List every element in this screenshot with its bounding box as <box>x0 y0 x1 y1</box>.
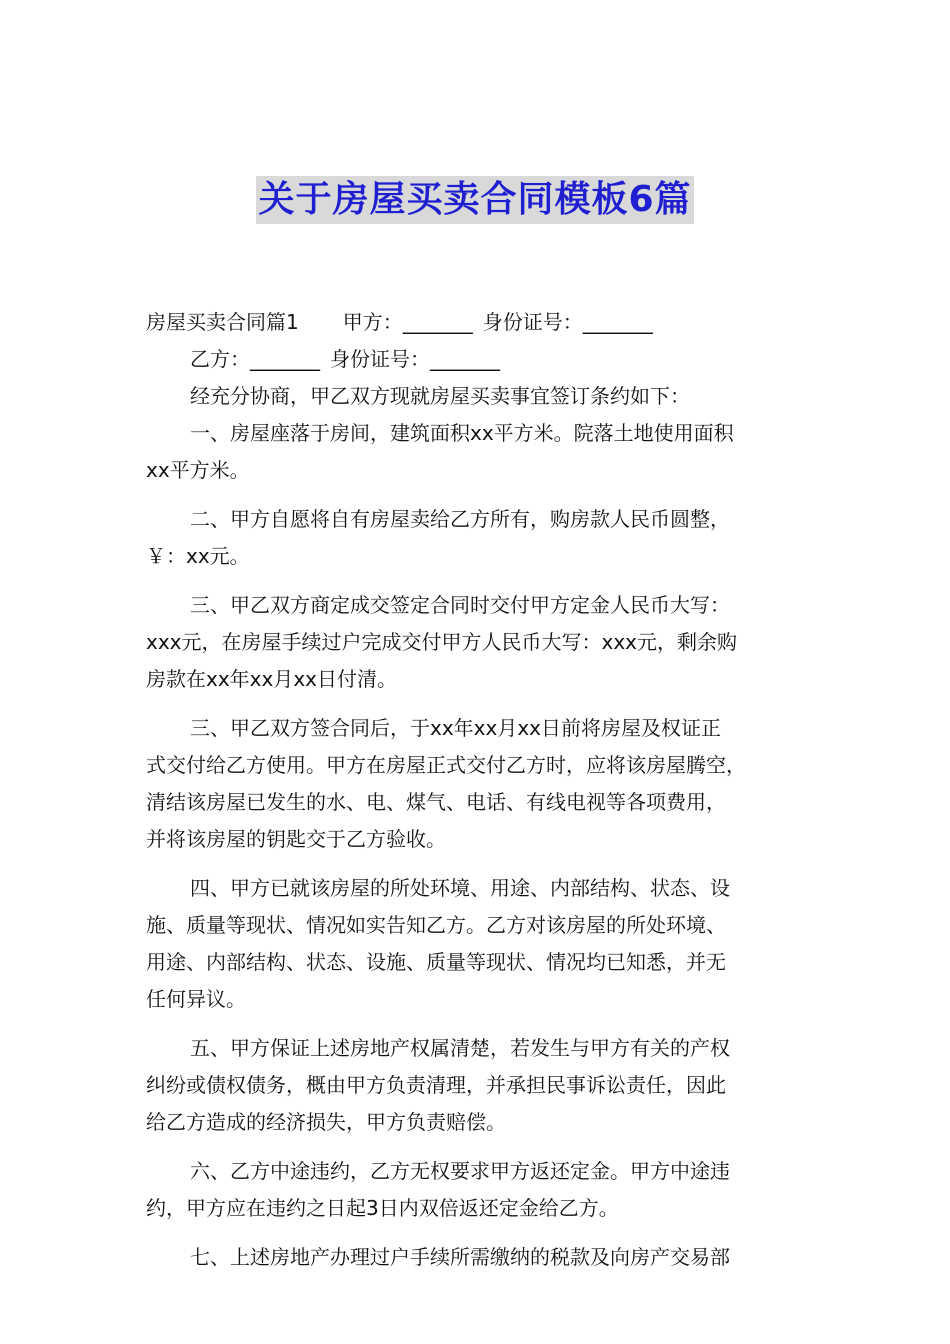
paragraph-gap <box>146 858 806 870</box>
text-line: 六、乙方中途违约，乙方无权要求甲方返还定金。甲方中途违 <box>190 1159 730 1183</box>
text-line: 并将该房屋的钥匙交于乙方验收。 <box>146 827 446 851</box>
party-a-field: 甲方：_______ <box>342 310 473 334</box>
text-line: 施、质量等现状、情况如实告知乙方。乙方对该房屋的所处环境、 <box>146 913 726 937</box>
title-container <box>0 176 950 224</box>
text-line: 约，甲方应在违约之日起3日内双倍返还定金给乙方。 <box>146 1196 619 1220</box>
text-line: 三、甲乙双方商定成交签定合同时交付甲方定金人民币大写： <box>190 593 730 617</box>
text-line: 房款在xx年xx月xx日付清。 <box>146 667 398 691</box>
paragraph-gap <box>146 698 806 710</box>
text-line: 清结该房屋已发生的水、电、煤气、电话、有线电视等各项费用， <box>146 790 726 814</box>
text-line: 用途、内部结构、状态、设施、质量等现状、情况均已知悉，并无 <box>146 950 726 974</box>
party-b-field: 乙方：_______ <box>190 347 320 371</box>
text-line: 任何异议。 <box>146 987 246 1011</box>
text-line: xx平方米。 <box>146 458 250 482</box>
paragraph-gap <box>146 1018 806 1030</box>
text-line: 纠纷或债权债务，概由甲方负责清理，并承担民事诉讼责任，因此 <box>146 1073 726 1097</box>
text-line: 五、甲方保证上述房地产权属清楚，若发生与甲方有关的产权 <box>190 1036 730 1060</box>
text-line: xxx元，在房屋手续过户完成交付甲方人民币大写：xxx元，剩余购 <box>146 630 738 654</box>
text-line: ￥：xx元。 <box>146 544 250 568</box>
paragraph-gap <box>146 1141 806 1153</box>
party-b-id-field: 身份证号：_______ <box>330 347 500 371</box>
text-line: 经充分协商，甲乙双方现就房屋买卖事宜签订条约如下： <box>190 384 690 408</box>
document-title: 关于房屋买卖合同模板6篇 <box>256 176 693 224</box>
text-line: 七、上述房地产办理过户手续所需缴纳的税款及向房产交易部 <box>190 1245 730 1269</box>
text-line: 二、甲方自愿将自有房屋卖给乙方所有，购房款人民币圆整， <box>190 507 730 531</box>
text-line: 一、房屋座落于房间，建筑面积xx平方米。院落土地使用面积 <box>190 421 734 445</box>
paragraph-gap <box>146 1227 806 1239</box>
clause-lines <box>146 378 806 1276</box>
document-body <box>146 304 806 1276</box>
text-line: 给乙方造成的经济损失，甲方负责赔偿。 <box>146 1110 506 1134</box>
text-line: 四、甲方已就该房屋的所处环境、用途、内部结构、状态、设 <box>190 876 730 900</box>
paragraph-gap <box>146 489 806 501</box>
contract-heading: 房屋买卖合同篇1 <box>146 310 299 334</box>
header-line <box>146 304 806 341</box>
paragraph-gap <box>146 575 806 587</box>
party-a-id-field: 身份证号：_______ <box>482 310 653 334</box>
text-line: 三、甲乙双方签合同后，于xx年xx月xx日前将房屋及权证正 <box>190 716 722 740</box>
party-b-line <box>146 341 806 378</box>
text-line: 式交付给乙方使用。甲方在房屋正式交付乙方时，应将该房屋腾空， <box>146 753 746 777</box>
